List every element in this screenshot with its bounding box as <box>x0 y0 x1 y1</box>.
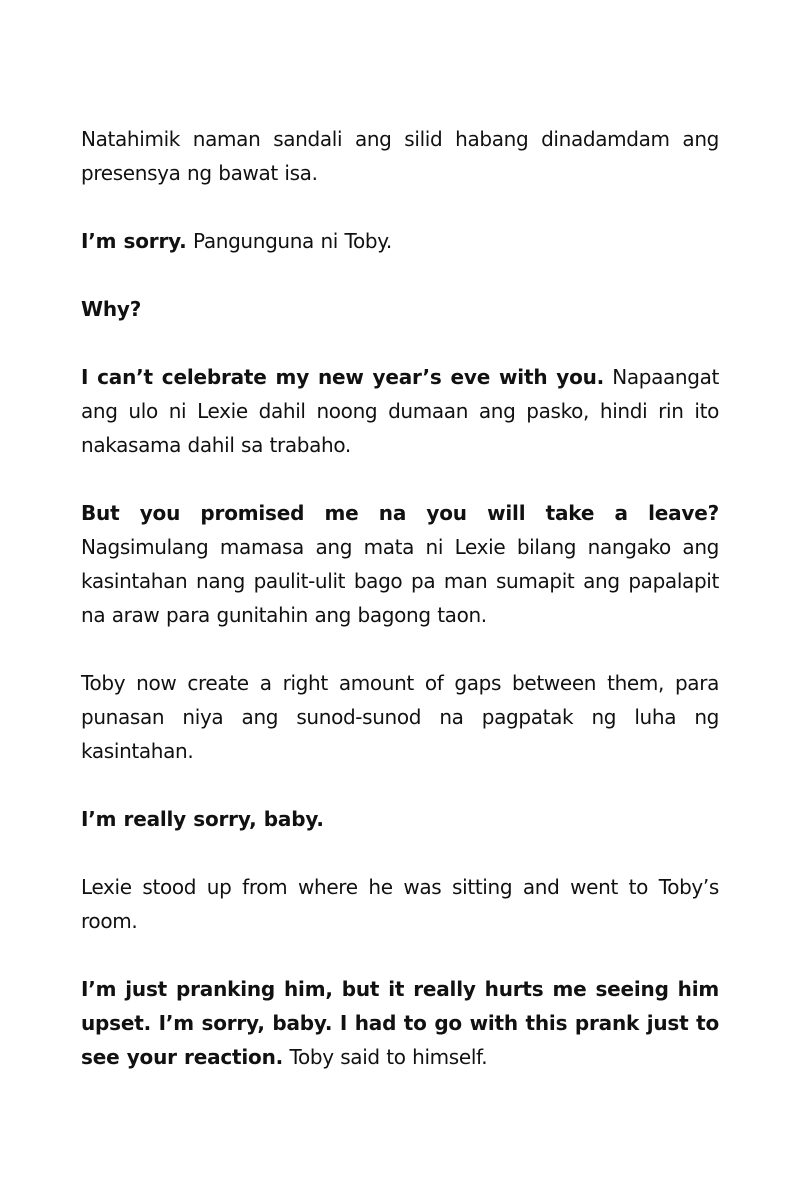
narration-text: Pangunguna ni Toby. <box>186 229 392 253</box>
paragraph-text: Lexie stood up from where he was sitting and went to Toby’s room. <box>81 875 719 933</box>
paragraph <box>81 496 719 632</box>
narration-text: Nagsimulang mamasa ang mata ni Lexie bilang nangako ang kasintahan nang paulit-ulit bago pa man sumapit ang papalapit na araw para gunitahin ang bagong taon. <box>81 535 719 627</box>
paragraph <box>81 870 719 938</box>
dialogue-text: I can’t celebrate my new year’s eve with you. <box>81 365 605 389</box>
paragraph <box>81 360 719 462</box>
dialogue-text: I’m really sorry, baby. <box>81 807 324 831</box>
dialogue-text: But you promised me na you will take a leave? <box>81 501 719 525</box>
dialogue-text: I’m just pranking him, but it really hurts me seeing him upset. I’m sorry, baby. I had to go with this prank just to see your reaction. <box>81 977 719 1069</box>
paragraph <box>81 802 719 836</box>
narration-text: Toby said to himself. <box>283 1045 488 1069</box>
story-text <box>81 122 719 1108</box>
paragraph <box>81 224 719 258</box>
paragraph <box>81 972 719 1074</box>
paragraph-text: Toby now create a right amount of gaps between them, para punasan niya ang sunod-sunod na pagpatak ng luha ng kasintahan. <box>81 671 719 763</box>
narration-text: Napaangat ang ulo ni Lexie dahil noong dumaan ang pasko, hindi rin ito nakasama dahil sa trabaho. <box>81 365 719 457</box>
paragraph <box>81 122 719 190</box>
paragraph-text: Natahimik naman sandali ang silid habang dinadamdam ang presensya ng bawat isa. <box>81 127 719 185</box>
dialogue-text: I’m sorry. <box>81 229 187 253</box>
paragraph <box>81 666 719 768</box>
dialogue-text: Why? <box>81 297 142 321</box>
paragraph <box>81 292 719 326</box>
